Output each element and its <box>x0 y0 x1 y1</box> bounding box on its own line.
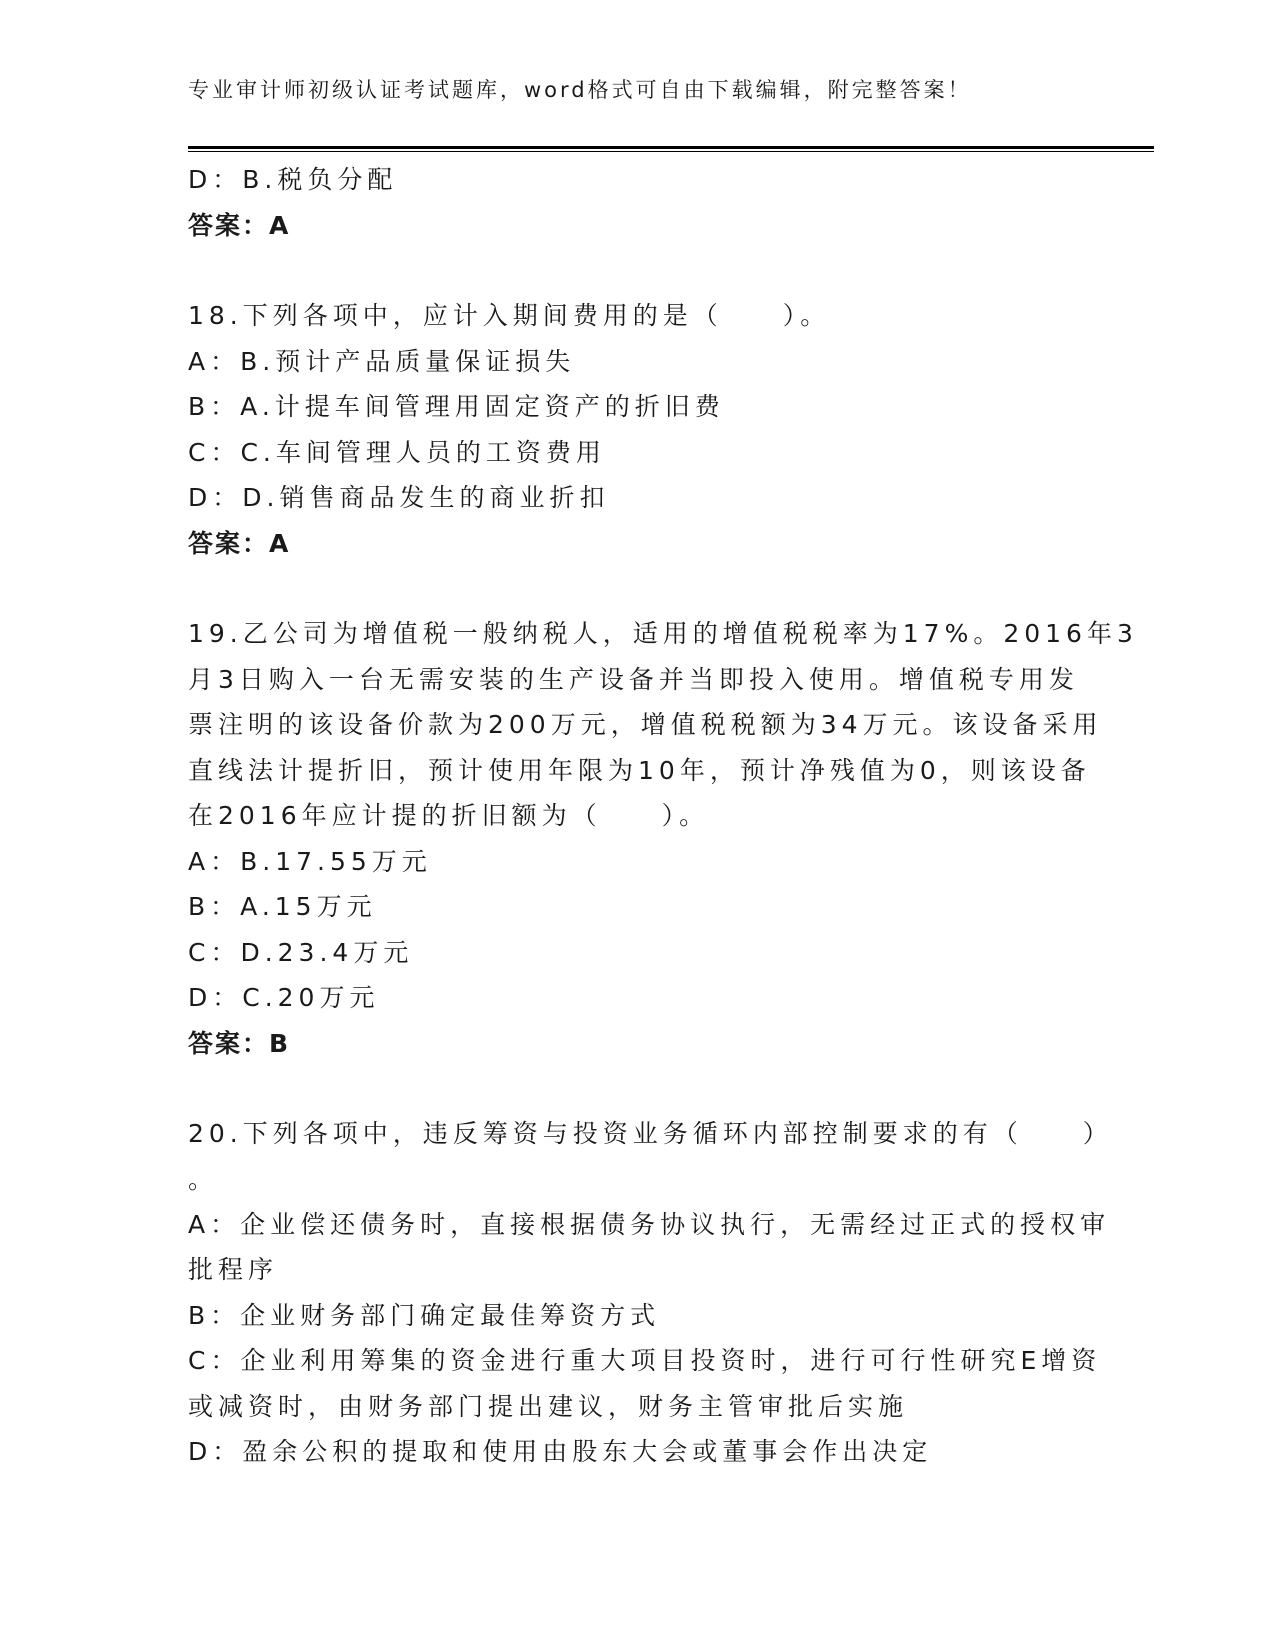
q18-option-a: A：B.预计产品质量保证损失 <box>188 346 576 376</box>
q18-option-d: D：D.销售商品发生的商业折扣 <box>188 483 610 512</box>
spacer <box>188 566 1078 611</box>
q18-answer: 答案：A <box>188 528 291 558</box>
q19-option-b: B：A.15万元 <box>188 892 377 921</box>
q20-stem-tail: 。 <box>188 1164 214 1194</box>
question-content <box>188 157 1138 1475</box>
prev-answer: 答案：A <box>188 210 291 240</box>
q19-option-c: C：D.23.4万元 <box>188 937 414 967</box>
q20-option-a-line-2: 批程序 <box>188 1255 279 1284</box>
header-rule-thin <box>188 151 1154 152</box>
spacer <box>188 1066 1078 1111</box>
q18-option-b: B：A.计提车间管理用固定资产的折旧费 <box>188 392 725 421</box>
q20-option-c-line-1: C：企业利用筹集的资金进行重大项目投资时，进行可行性研究E增资 <box>188 1346 1102 1375</box>
q19-option-a: A：B.17.55万元 <box>188 846 432 876</box>
q19-stem-line-1: 19.乙公司为增值税一般纳税人，适用的增值税税率为17%。2016年3 <box>188 619 1138 648</box>
q19-stem-line-3: 票注明的该设备价款为200万元，增值税税额为34万元。该设备采用 <box>188 710 1103 739</box>
q19-stem-line-4: 直线法计提折旧，预计使用年限为10年，预计净残值为0，则该设备 <box>188 755 1091 785</box>
q18-option-c: C：C.车间管理人员的工资费用 <box>188 437 606 467</box>
q19-stem-line-2: 月3日购入一台无需安装的生产设备并当即投入使用。增值税专用发 <box>188 664 1079 694</box>
q20-option-b: B：企业财务部门确定最佳筹资方式 <box>188 1300 661 1330</box>
q18-stem: 18.下列各项中，应计入期间费用的是（ ）。 <box>188 301 831 330</box>
q19-option-d: D：C.20万元 <box>188 983 380 1012</box>
q20-option-c-line-2: 或减资时，由财务部门提出建议，财务主管审批后实施 <box>188 1391 909 1421</box>
q20-option-a-line-1: A：企业偿还债务时，直接根据债务协议执行，无需经过正式的授权审 <box>188 1209 1111 1239</box>
page-header: 专业审计师初级认证考试题库，word格式可自由下载编辑，附完整答案！ <box>188 78 972 102</box>
q20-stem: 20.下列各项中，违反筹资与投资业务循环内部控制要求的有（ ） <box>188 1119 1113 1148</box>
q20-option-d: D：盈余公积的提取和使用由股东大会或董事会作出决定 <box>188 1437 933 1466</box>
q19-answer: 答案：B <box>188 1028 291 1058</box>
q19-stem-line-5: 在2016年应计提的折旧额为（ ）。 <box>188 801 710 830</box>
prev-option-d: D：B.税负分配 <box>188 165 398 194</box>
header-rule-thick <box>188 146 1154 149</box>
spacer <box>188 248 1078 293</box>
